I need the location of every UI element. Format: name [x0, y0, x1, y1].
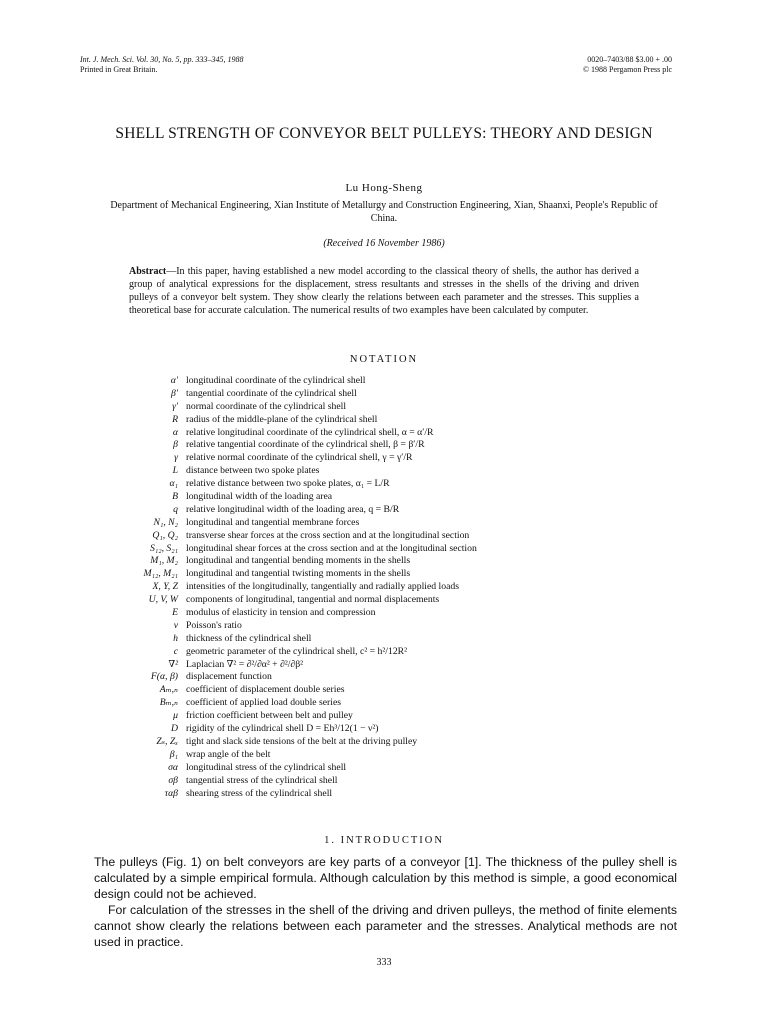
- notation-symbol: F(α, β): [150, 671, 178, 683]
- notation-row: [100, 375, 660, 388]
- notation-symbol: U, V, W: [148, 594, 178, 606]
- notation-row: [100, 465, 660, 478]
- notation-description: relative normal coordinate of the cylindrical shell, γ = γ′/R: [186, 452, 413, 464]
- notation-description: longitudinal and tangential twisting moments in the shells: [186, 568, 411, 580]
- notation-description: Laplacian ∇² = ∂²/∂α² + ∂²/∂β²: [186, 658, 304, 670]
- affiliation: Department of Mechanical Engineering, Xian Institute of Metallurgy and Construction Engineering, Xian, Shaanxi, People's Republic of China.: [110, 200, 658, 224]
- notation-description: longitudinal stress of the cylindrical shell: [186, 761, 347, 773]
- notation-symbol: N₁, N₂: [153, 516, 178, 528]
- notation-row: [100, 517, 660, 530]
- notation-symbol: α: [172, 426, 178, 438]
- notation-description: friction coefficient between belt and pulley: [186, 710, 353, 722]
- notation-description: longitudinal coordinate of the cylindrical shell: [186, 375, 366, 386]
- notation-description: tight and slack side tensions of the belt at the driving pulley: [186, 735, 418, 747]
- notation-description: normal coordinate of the cylindrical shell: [186, 400, 347, 412]
- notation-row: [100, 414, 660, 427]
- notation-row: [100, 478, 660, 491]
- notation-symbol: Bₘ,ₙ: [159, 697, 178, 709]
- notation-description: coefficient of applied load double series: [186, 697, 342, 709]
- notation-description: longitudinal and tangential membrane forces: [186, 516, 360, 528]
- notation-symbol: M₁, M₂: [150, 555, 178, 567]
- notation-description: tangential stress of the cylindrical shell: [186, 774, 338, 786]
- notation-description: intensities of the longitudinally, tangentially and radially applied loads: [186, 581, 459, 593]
- notation-row: [100, 581, 660, 594]
- notation-row: [100, 452, 660, 465]
- notation-row: [100, 530, 660, 543]
- notation-symbol: β′: [171, 387, 178, 399]
- notation-heading: NOTATION: [349, 354, 419, 365]
- notation-row: [100, 697, 660, 710]
- notation-symbol: σα: [168, 761, 178, 773]
- notation-symbol: h: [173, 632, 178, 644]
- copyright-line: © 1988 Pergamon Press plc: [582, 65, 672, 74]
- notation-description: displacement function: [186, 671, 272, 683]
- notation-row: [100, 555, 660, 568]
- printed-in: Printed in Great Britain.: [80, 65, 158, 74]
- notation-description: relative longitudinal coordinate of the cylindrical shell, α = α′/R: [186, 426, 434, 438]
- notation-symbol: c: [173, 645, 178, 657]
- paper-title: SHELL STRENGTH OF CONVEYOR BELT PULLEYS: THEORY AND DESIGN: [115, 125, 653, 142]
- introduction-body: [94, 854, 677, 950]
- notation-symbol: γ: [174, 452, 178, 464]
- abstract-label: Abstract: [129, 266, 167, 277]
- notation-description: wrap angle of the belt: [186, 748, 271, 760]
- notation-row: [100, 401, 660, 414]
- journal-header-right: [583, 55, 672, 75]
- notation-symbol: Q₁, Q₂: [152, 529, 178, 541]
- notation-symbol: ∇²: [168, 658, 178, 670]
- notation-row: [100, 594, 660, 607]
- notation-description: relative longitudinal width of the loading area, q = B/R: [186, 503, 400, 515]
- notation-description: components of longitudinal, tangential and normal displacements: [186, 594, 440, 606]
- received-date: (Received 16 November 1986): [323, 238, 445, 249]
- notation-row: [100, 659, 660, 672]
- notation-symbol: R: [172, 413, 178, 425]
- notation-row: [100, 710, 660, 723]
- notation-description: longitudinal shear forces at the cross section and at the longitudinal section: [186, 542, 477, 554]
- notation-description: Poisson's ratio: [186, 619, 242, 631]
- notation-list: [100, 375, 660, 800]
- notation-symbol: S₁₂, S₂₁: [149, 542, 178, 554]
- notation-symbol: σβ: [168, 774, 178, 786]
- notation-symbol: ταβ: [164, 787, 178, 799]
- notation-row: [100, 388, 660, 401]
- notation-symbol: γ′: [172, 400, 178, 412]
- notation-symbol: B: [172, 491, 178, 503]
- notation-row: [100, 504, 660, 517]
- notation-description: rigidity of the cylindrical shell D = Eh³/12(1 − ν²): [186, 723, 379, 735]
- notation-row: [100, 723, 660, 736]
- notation-description: geometric parameter of the cylindrical shell, c² = h²/12R²: [186, 645, 408, 657]
- notation-row: [100, 439, 660, 452]
- notation-description: modulus of elasticity in tension and compression: [186, 607, 376, 619]
- notation-symbol: ν: [173, 619, 178, 631]
- notation-row: [100, 646, 660, 659]
- abstract: [129, 265, 639, 317]
- intro-paragraph-1: The pulleys (Fig. 1) on belt conveyors are key parts of a conveyor [1]. The thickness of the pulley shell is calculated by a simple empirical formula. Although calculation by this method is simple, a good economical design could not be achieved.: [94, 855, 677, 901]
- notation-symbol: E: [172, 607, 178, 619]
- issn-code: 0020–7403/88 $3.00 + .00: [587, 55, 672, 64]
- notation-description: distance between two spoke plates: [186, 465, 320, 477]
- notation-symbol: α′: [170, 375, 178, 386]
- notation-symbol: X, Y, Z: [152, 581, 178, 593]
- notation-symbol: M₁₂, M₂₁: [143, 568, 178, 580]
- notation-symbol: α₁: [169, 478, 178, 490]
- notation-row: [100, 620, 660, 633]
- notation-row: [100, 788, 660, 801]
- page-number: 333: [376, 957, 392, 968]
- notation-description: relative tangential coordinate of the cylindrical shell, β = β′/R: [186, 439, 425, 451]
- notation-description: transverse shear forces at the cross section and at the longitudinal section: [186, 529, 470, 541]
- notation-description: coefficient of displacement double series: [186, 684, 345, 696]
- abstract-text: —In this paper, having established a new model according to the classical theory of shells, the author has derived a group of analytical expressions for the displacement, stress resultants and stresses in the shells of the driving and driven pulleys of a conveyor belt system. They show clearly the relations between each parameter and the stresses. This supplies a theoretical base for accurate calculation. The numerical results of two examples have been calculated by computer.: [129, 266, 639, 316]
- notation-row: [100, 775, 660, 788]
- introduction-heading: 1. INTRODUCTION: [324, 835, 444, 846]
- notation-symbol: L: [172, 465, 178, 477]
- notation-symbol: D: [171, 723, 178, 735]
- notation-description: longitudinal width of the loading area: [186, 491, 333, 503]
- notation-row: [100, 543, 660, 556]
- notation-symbol: q: [173, 503, 178, 515]
- notation-row: [100, 491, 660, 504]
- notation-row: [100, 607, 660, 620]
- notation-row: [100, 427, 660, 440]
- notation-description: shearing stress of the cylindrical shell: [186, 787, 333, 799]
- notation-description: thickness of the cylindrical shell: [186, 632, 312, 644]
- notation-row: [100, 684, 660, 697]
- notation-row: [100, 749, 660, 762]
- journal-citation: Int. J. Mech. Sci. Vol. 30, No. 5, pp. 333–345, 1988: [80, 55, 244, 64]
- notation-symbol: Aₘ,ₙ: [159, 684, 178, 696]
- notation-row: [100, 568, 660, 581]
- notation-symbol: Zₛ, Zₓ: [156, 735, 178, 747]
- notation-description: tangential coordinate of the cylindrical shell: [186, 387, 357, 399]
- notation-description: radius of the middle-plane of the cylindrical shell: [186, 413, 378, 425]
- notation-row: [100, 736, 660, 749]
- notation-symbol: β: [173, 439, 178, 451]
- notation-row: [100, 762, 660, 775]
- notation-description: longitudinal and tangential bending moments in the shells: [186, 555, 411, 567]
- intro-paragraph-2: For calculation of the stresses in the shell of the driving and driven pulleys, the method of finite elements cannot show clearly the relations between each parameter and the stresses. Analytical methods are not used in practice.: [94, 903, 677, 949]
- author-name: Lu Hong-Sheng: [345, 182, 423, 194]
- notation-description: relative distance between two spoke plates, α₁ = L/R: [186, 478, 390, 490]
- notation-symbol: β₁: [169, 748, 178, 760]
- notation-row: [100, 633, 660, 646]
- journal-header-left: [80, 55, 244, 75]
- notation-row: [100, 671, 660, 684]
- notation-symbol: μ: [173, 710, 178, 722]
